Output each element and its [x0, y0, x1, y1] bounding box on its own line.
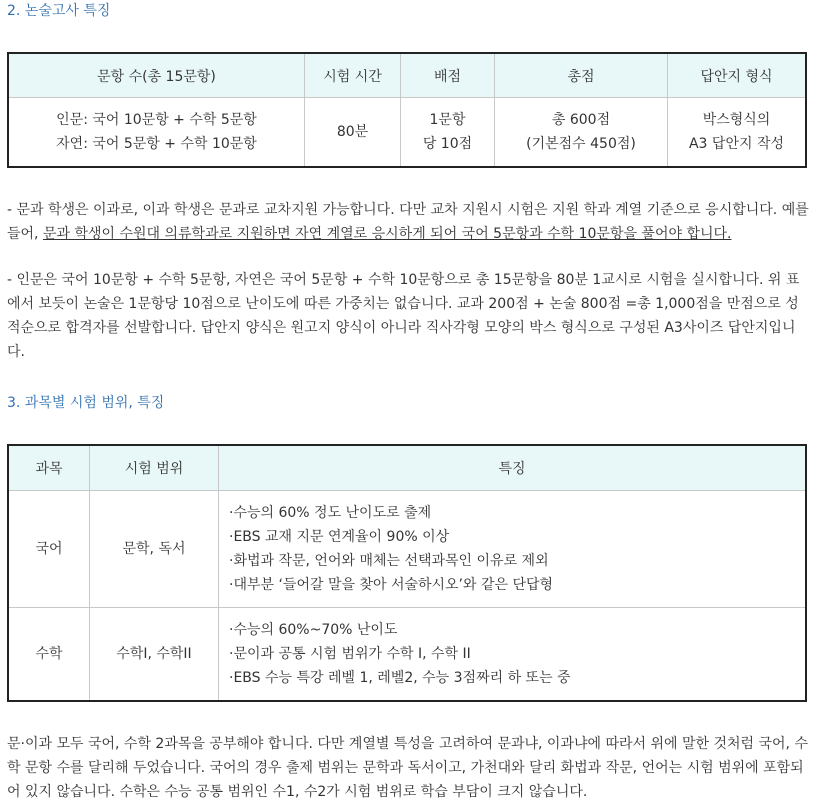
header-features: 특징	[219, 445, 807, 491]
header-answer-format: 답안지 형식	[668, 53, 807, 98]
list-item: ·화법과 작문, 언어와 매체는 선택과목인 이유로 제외	[229, 553, 549, 569]
section-heading-3: 3. 과목별 시험 범위, 특징	[7, 395, 165, 411]
header-scope: 시험 범위	[90, 445, 219, 491]
cell-features-math	[219, 608, 807, 702]
table-header-row	[8, 53, 806, 98]
cell-total-score	[495, 98, 668, 168]
list-item: ·대부분 ‘들어갈 말을 찾아 서술하시오’와 같은 단답형	[229, 577, 554, 593]
cell-question-count	[8, 98, 305, 168]
paragraph-exam-overview: - 인문은 국어 10문항 + 수학 5문항, 자연은 국어 5문항 + 수학 10문항으로 총 15문항을 80분 1교시로 시험을 실시합니다. 위 표에서 보듯이 논술은 1문항당 10점으로 난이도에 따른 가중치는 없습니다. 교과 200점 + 논술 800점 =총 1,000점을 만점으로 성적순으로 합격자를 선발합니다. 답안지 양식은 원고지 양식이 아니라 직사각형 모양의 박스 형식으로 구성된 A3사이즈 답안지입니다.	[7, 272, 800, 360]
question-count-humanities: 인문: 국어 10문항 + 수학 5문항	[56, 112, 257, 128]
list-item: ·수능의 60%~70% 난이도	[229, 622, 398, 638]
subject-scope-table	[7, 444, 807, 702]
list-item: ·EBS 수능 특강 레벨 1, 레벨2, 수능 3점짜리 하 또는 중	[229, 670, 571, 686]
score-line-2: 당 10점	[422, 136, 473, 152]
header-total-score: 총점	[495, 53, 668, 98]
table-row	[8, 608, 806, 702]
cell-exam-time: 80분	[305, 98, 401, 168]
format-line-1: 박스형식의	[702, 112, 771, 128]
header-score-per-question: 배점	[401, 53, 495, 98]
table-header-row	[8, 445, 806, 491]
list-item: ·문이과 공통 시험 범위가 수학 I, 수학 II	[229, 646, 471, 662]
list-item: ·EBS 교재 지문 연계율이 90% 이상	[229, 529, 450, 545]
section-heading-2: 2. 논술고사 특징	[7, 3, 111, 19]
paragraph-cross-application	[7, 198, 812, 246]
total-line-2: (기본점수 450점)	[526, 136, 636, 152]
paragraph-subject-summary: 문·이과 모두 국어, 수학 2과목을 공부해야 합니다. 다만 계열별 특성을 고려하여 문과냐, 이과냐에 따라서 위에 말한 것처럼 국어, 수학 문항 수를 달리해 두었습니다. 국어의 경우 출제 범위는 문학과 독서이고, 가천대와 달리 화법과 작문, 언어는 시험 범위에 포함되어 있지 않습니다. 수학은 수능 공통 범위인 수1, 수2가 시험 범위로 학습 부담이 크지 않습니다.	[7, 736, 808, 800]
table-row	[8, 98, 806, 168]
cell-features-korean	[219, 491, 807, 608]
cell-scope-korean: 문학, 독서	[90, 491, 219, 608]
cell-score-per-question	[401, 98, 495, 168]
table-row	[8, 491, 806, 608]
header-question-count: 문항 수(총 15문항)	[8, 53, 305, 98]
header-subject: 과목	[8, 445, 90, 491]
underlined-note: 문과 학생이 수원대 의류학과로 지원하면 자연 계열로 응시하게 되어 국어 5문항과 수학 10문항을 풀어야 합니다.	[42, 226, 732, 242]
score-line-1: 1문항	[429, 112, 466, 128]
format-line-2: A3 답안지 작성	[688, 136, 784, 152]
cell-scope-math: 수학I, 수학II	[90, 608, 219, 702]
list-item: ·수능의 60% 정도 난이도로 출제	[229, 505, 432, 521]
paragraph-text: - 문과 학생은 이과로, 이과 학생은 문과로 교차지원 가능합니다. 다만 교차 지원시 시험은 지원 학과 계열 기준으로 응시합니다. 예를 들어,	[7, 202, 809, 242]
exam-features-table	[7, 52, 807, 168]
cell-subject-korean: 국어	[8, 491, 90, 608]
cell-subject-math: 수학	[8, 608, 90, 702]
header-exam-time: 시험 시간	[305, 53, 401, 98]
question-count-science: 자연: 국어 5문항 + 수학 10문항	[56, 136, 257, 152]
cell-answer-format	[668, 98, 807, 168]
total-line-1: 총 600점	[551, 112, 611, 128]
